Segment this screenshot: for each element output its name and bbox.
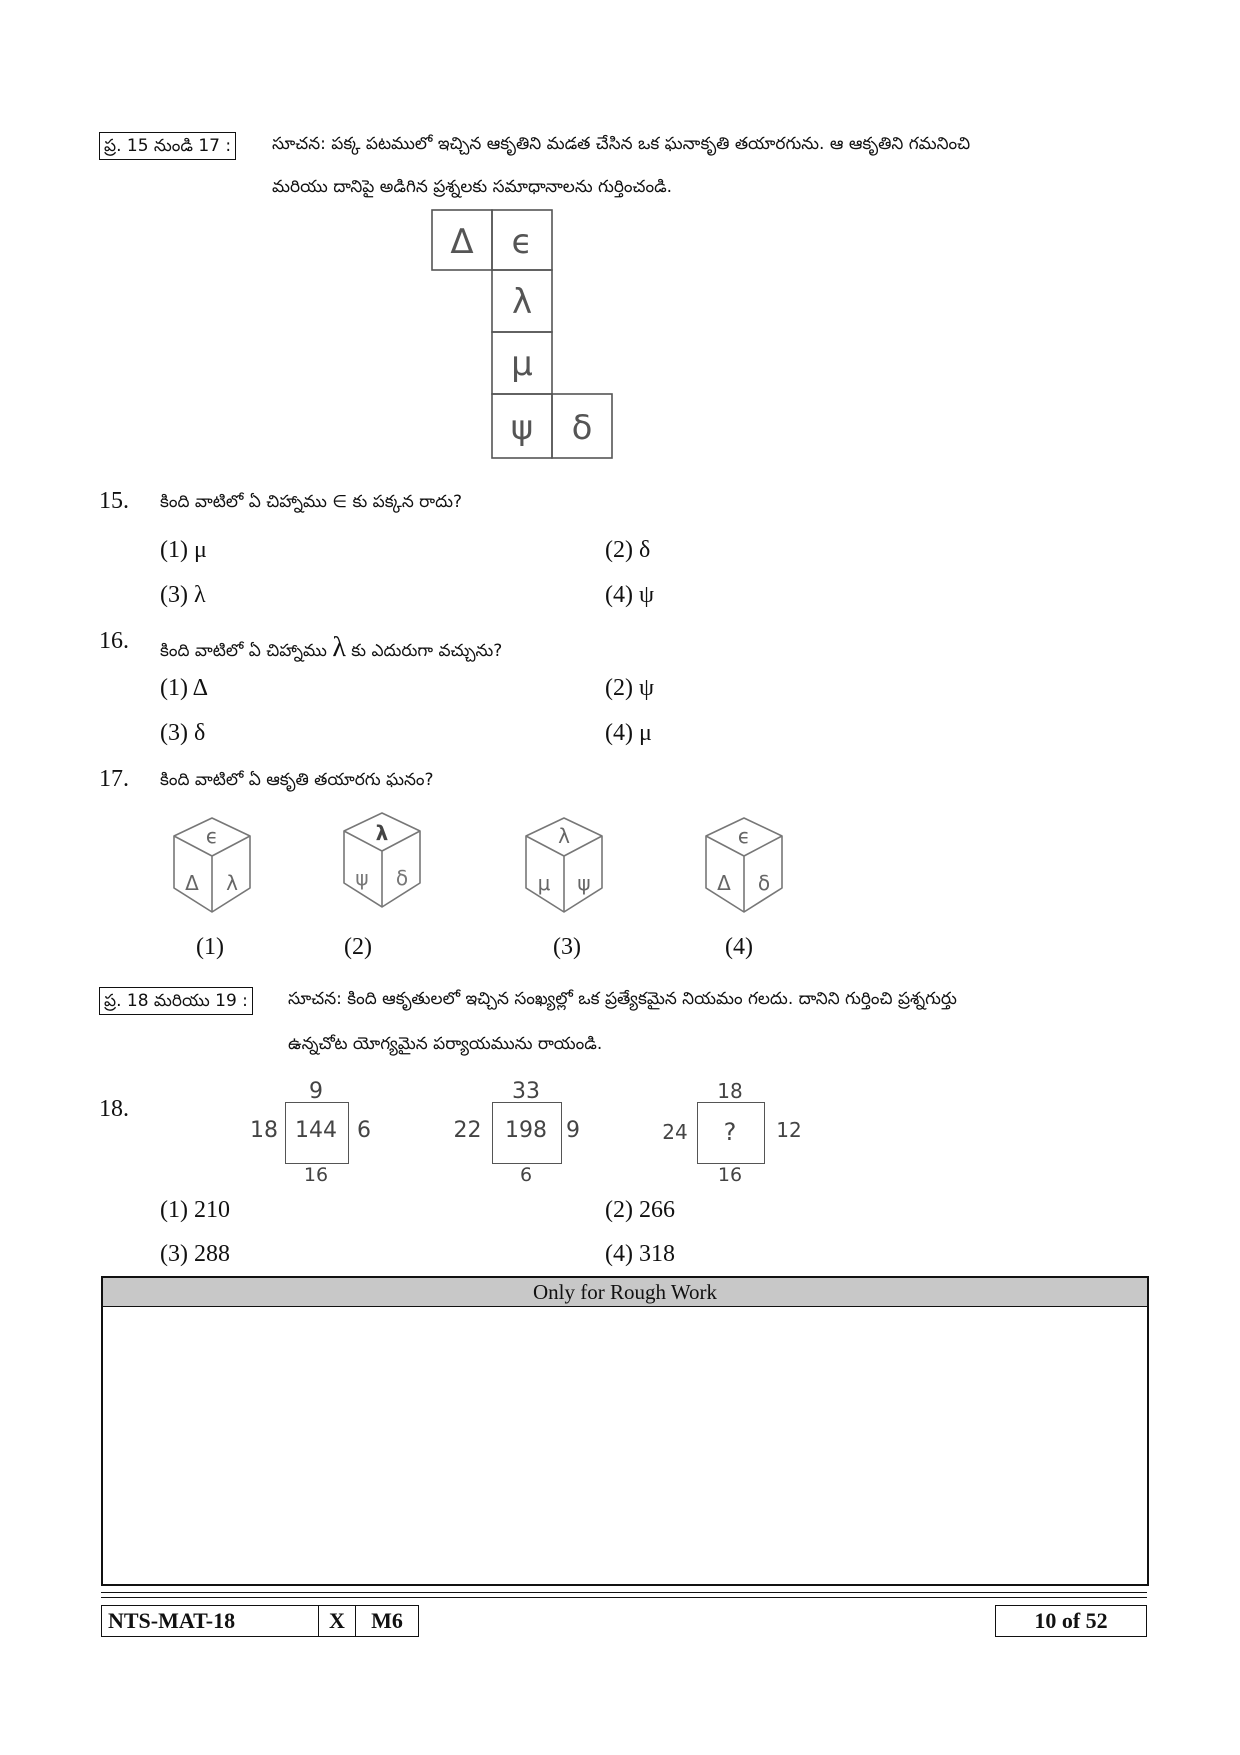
question-range-label-2: ప్ర. 18 మరియు 19 :: [99, 987, 253, 1015]
figure-3-center: ?: [723, 1118, 737, 1146]
figure-3-top: 18: [717, 1079, 743, 1103]
cube-2-label: (2): [344, 934, 372, 960]
net-cell-3: λ: [511, 282, 533, 322]
q15-option-3: (3) λ: [160, 582, 206, 608]
q16-option-3: (3) δ: [160, 720, 206, 746]
question-15-number: 15.: [99, 488, 129, 514]
net-cell-6: δ: [571, 408, 593, 448]
cube-3-left: μ: [537, 871, 551, 895]
instruction-2-line-2: ఉన్నచోట యోగ్యమైన పర్యాయమును రాయండి.: [288, 1034, 603, 1054]
instruction-2-line-1: సూచన: కింది ఆకృతులలో ఇచ్చిన సంఖ్యల్లో ఒక ప్రత్యేకమైన నియమం గలదు. దానిని గుర్తించి ప్రశ్నగుర్తు: [288, 989, 957, 1009]
cube-option-1: [165, 812, 260, 922]
q15-option-1: (1) μ: [160, 537, 207, 563]
question-18-number: 18.: [99, 1096, 129, 1122]
q16-option-2: (2) ψ: [605, 675, 655, 701]
footer-rule-2: [101, 1597, 1147, 1598]
q18-option-3: (3) 288: [160, 1241, 230, 1267]
figure-3-bottom: 16: [717, 1164, 743, 1186]
cube-option-4: [697, 812, 792, 922]
q15-option-4: (4) ψ: [605, 582, 655, 608]
cube-1-left: Δ: [185, 871, 199, 895]
question-16-text: [160, 632, 502, 665]
cube-3-right: ψ: [577, 871, 591, 895]
footer-code-group: [101, 1605, 419, 1637]
figure-1-center: 144: [295, 1118, 337, 1143]
q18-option-1: (1) 210: [160, 1197, 230, 1223]
question-16-symbol: λ: [332, 632, 346, 663]
net-cell-1: Δ: [450, 222, 474, 262]
cube-4-left: Δ: [717, 871, 731, 895]
medium-code: M6: [356, 1605, 419, 1637]
cube-4-right: δ: [757, 871, 771, 895]
question-17-text: కింది వాటిలో ఏ ఆకృతి తయారగు ఘనం?: [160, 770, 434, 790]
cube-2-left: ψ: [355, 866, 369, 890]
page-number: 10 of 52: [995, 1605, 1147, 1637]
cube-4-label: (4): [725, 934, 753, 960]
cube-option-2: [335, 807, 430, 917]
figure-3-right: 12: [776, 1118, 802, 1142]
figure-1-right: 6: [357, 1118, 371, 1143]
q16-option-1: (1) Δ: [160, 675, 209, 701]
figure-3-left: 24: [662, 1120, 688, 1144]
number-figure-1: [245, 1078, 385, 1186]
cube-1-top: ϵ: [205, 824, 219, 848]
question-15-text: కింది వాటిలో ఏ చిహ్నాము ∈ కు పక్కన రాదు?: [160, 492, 463, 512]
cube-net-figure: [420, 208, 620, 468]
figure-2-top: 33: [512, 1079, 540, 1104]
footer-rule-1: [101, 1592, 1147, 1593]
q18-option-4: (4) 318: [605, 1241, 675, 1267]
figure-2-center: 198: [505, 1118, 547, 1143]
figure-1-top: 9: [309, 1079, 323, 1104]
cube-4-top: ϵ: [737, 824, 751, 848]
cube-option-3: [517, 812, 612, 922]
cube-2-top: λ: [375, 821, 389, 845]
question-16-number: 16.: [99, 628, 129, 654]
number-figure-2: [445, 1078, 595, 1186]
cube-2-right: δ: [395, 866, 409, 890]
cube-1-label: (1): [196, 934, 224, 960]
rough-work-box: [101, 1276, 1149, 1586]
q16-option-4: (4) μ: [605, 720, 652, 746]
figure-2-bottom: 6: [519, 1164, 533, 1186]
q15-option-2: (2) δ: [605, 537, 651, 563]
question-16-text-before: కింది వాటిలో ఏ చిహ్నాము: [160, 641, 327, 661]
figure-2-right: 9: [566, 1118, 580, 1143]
question-17-number: 17.: [99, 766, 129, 792]
net-cell-4: μ: [511, 344, 533, 384]
paper-code: NTS-MAT-18: [101, 1605, 319, 1637]
rough-work-title: Only for Rough Work: [103, 1278, 1147, 1307]
figure-1-bottom: 16: [303, 1164, 329, 1186]
figure-2-left: 22: [453, 1118, 482, 1143]
instruction-line-1: సూచన: పక్క పటములో ఇచ్చిన ఆకృతిని మడత చేసిన ఒక ఘనాకృతి తయారగును. ఆ ఆకృతిని గమనించి: [272, 134, 971, 154]
class-code: X: [319, 1605, 356, 1637]
q18-option-2: (2) 266: [605, 1197, 675, 1223]
question-16-text-after: కు ఎదురుగా వచ్చును?: [351, 641, 503, 661]
instruction-line-2: మరియు దానిపై అడిగిన ప్రశ్నలకు సమాధానాలను గుర్తించండి.: [272, 177, 673, 197]
cube-1-right: λ: [226, 871, 238, 895]
net-cell-2: ϵ: [511, 222, 533, 262]
cube-3-top: λ: [558, 824, 570, 848]
number-figure-3: [655, 1078, 820, 1186]
question-range-label: ప్ర. 15 నుండి 17 :: [99, 132, 236, 160]
net-cell-5: ψ: [510, 408, 534, 448]
figure-1-left: 18: [250, 1118, 278, 1143]
cube-3-label: (3): [553, 934, 581, 960]
